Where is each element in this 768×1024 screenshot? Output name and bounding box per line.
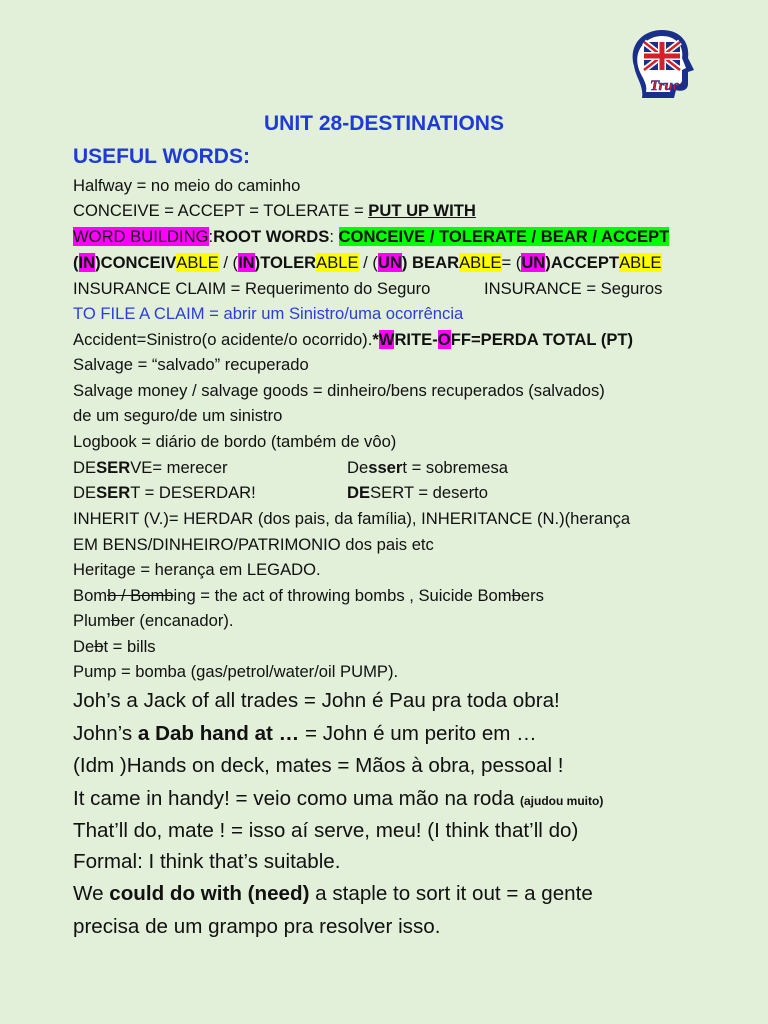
word-building-line: WORD BUILDING:ROOT WORDS: CONCEIVE / TOLERATE / BEAR / ACCEPT	[73, 227, 670, 246]
vocab-line: Accident=Sinistro(o acidente/o ocorrido).*WRITE-OFF=PERDA TOTAL (PT)	[73, 330, 634, 349]
vocab-line: Salvage = “salvado” recuperado	[73, 355, 309, 374]
vocab-line: Salvage money / salvage goods = dinheiro/bens recuperados (salvados)	[73, 381, 605, 400]
idiom-line: That’ll do, mate ! = isso aí serve, meu! (I think that’ll do)	[73, 819, 579, 842]
vocab-line: Debt = bills	[73, 637, 156, 656]
page-title: UNIT 28-DESTINATIONS	[264, 112, 504, 135]
vocab-line: Dessert = sobremesa	[347, 458, 508, 477]
word-building-line: (IN)CONCEIVABLE / (IN)TOLERABLE / (UN) BEARABLE= (UN)ACCEPTABLE	[73, 253, 662, 272]
vocab-line: Logbook = diário de bordo (também de vôo)	[73, 432, 397, 451]
vocab-line: DESERVE= merecer	[73, 458, 228, 477]
vocab-line: DESERT = DESERDAR!	[73, 483, 256, 502]
idiom-line: John’s a Dab hand at … = John é um perito em …	[73, 722, 537, 745]
idiom-line: It came in handy! = veio como uma mão na roda (ajudou muito)	[73, 787, 604, 810]
vocab-line: de um seguro/de um sinistro	[73, 406, 283, 425]
true-logo	[624, 26, 698, 102]
idiom-line: precisa de um grampo pra resolver isso.	[73, 915, 441, 938]
vocab-line: DESERT = deserto	[347, 483, 488, 502]
idiom-line: (Idm )Hands on deck, mates = Mãos à obra, pessoal !	[73, 754, 564, 777]
vocab-line: Pump = bomba (gas/petrol/water/oil PUMP).	[73, 662, 399, 681]
vocab-line: Bomb / Bombing = the act of throwing bombs , Suicide Bombers	[73, 586, 544, 605]
section-heading: USEFUL WORDS:	[73, 145, 250, 168]
idiom-line: Joh’s a Jack of all trades = John é Pau pra toda obra!	[73, 689, 560, 712]
vocab-line: INSURANCE CLAIM = Requerimento do Seguro	[73, 279, 431, 298]
vocab-line: EM BENS/DINHEIRO/PATRIMONIO dos pais etc	[73, 535, 434, 554]
vocab-line: INHERIT (V.)= HERDAR (dos pais, da família), INHERITANCE (N.)(herança	[73, 509, 631, 528]
idiom-line: We could do with (need) a staple to sort it out = a gente	[73, 882, 593, 905]
vocab-line: INSURANCE = Seguros	[484, 279, 663, 298]
vocab-line: Halfway = no meio do caminho	[73, 176, 301, 195]
vocab-line: Plumber (encanador).	[73, 611, 234, 630]
idiom-line: Formal: I think that’s suitable.	[73, 850, 341, 873]
logo-text: True	[650, 78, 680, 94]
vocab-line: TO FILE A CLAIM = abrir um Sinistro/uma ocorrência	[73, 304, 464, 323]
vocab-line: Heritage = herança em LEGADO.	[73, 560, 321, 579]
vocab-line: CONCEIVE = ACCEPT = TOLERATE = PUT UP WITH	[73, 201, 476, 220]
